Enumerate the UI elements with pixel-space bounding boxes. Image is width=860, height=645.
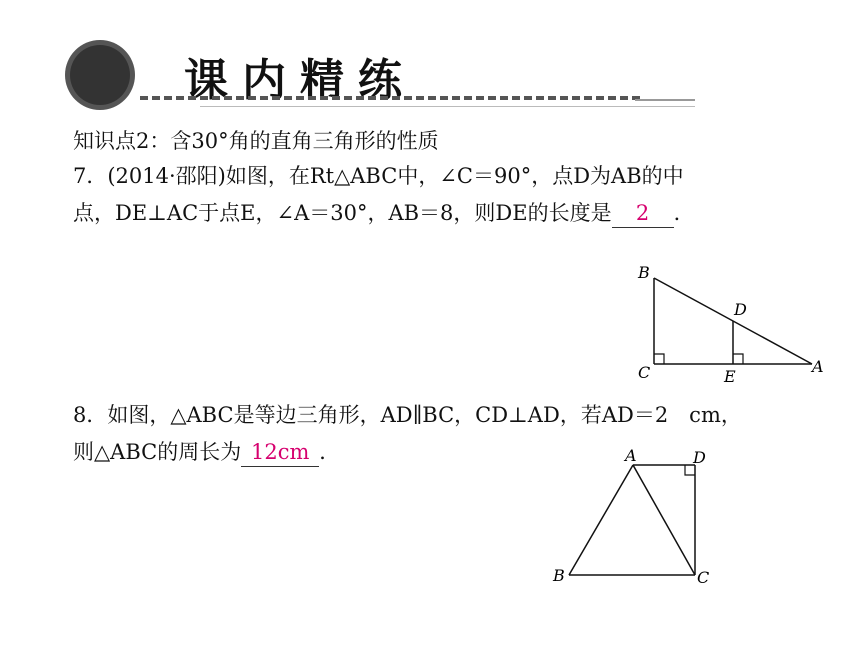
q8-label-C: C [697,568,710,587]
q7-right-angle-C [654,354,664,364]
q8-line2-text: 则△ABC的周长为 [73,440,242,464]
header-dashed-divider [140,96,640,100]
q8-line2 [73,438,340,467]
q7-label-E: E [724,367,736,386]
q8-side-AC [633,465,695,575]
pencil-badge-inner [70,45,130,105]
q7-label-C: C [638,363,651,382]
q8-answer: 12cm [241,438,319,467]
q7-line2-end: ． [673,201,695,225]
q8-line1: 8．如图，△ABC是等边三角形，AD∥BC，CD⊥AD，若AD＝2 cm， [73,403,742,427]
q8-label-D: D [693,448,706,467]
page-title: 课内精练 [184,55,416,106]
q7-line2-text: 点，DE⊥AC于点E，∠A＝30°，AB＝8，则DE的长度是 [73,201,612,225]
q8-label-B: B [553,566,565,585]
section-header [60,36,650,116]
q8-label-A: A [625,446,637,465]
knowledge-point-heading: 知识点2：含30°角的直角三角形的性质 [73,129,439,153]
q7-label-A: A [812,357,824,376]
q8-figure [545,445,725,595]
q7-figure [630,258,830,388]
q8-line2-end: ． [319,440,341,464]
q7-label-B: B [638,263,650,282]
q7-line1: 7．(2014·邵阳)如图，在Rt△ABC中，∠C＝90°，点D为AB的中 [73,164,684,188]
q7-label-D: D [734,300,747,319]
q7-answer: 2 [612,199,674,228]
q7-line2 [73,199,695,228]
header-rule [635,99,695,101]
header-underline [200,106,695,107]
q7-right-angle-E [733,354,743,364]
q8-side-AB [569,465,633,575]
